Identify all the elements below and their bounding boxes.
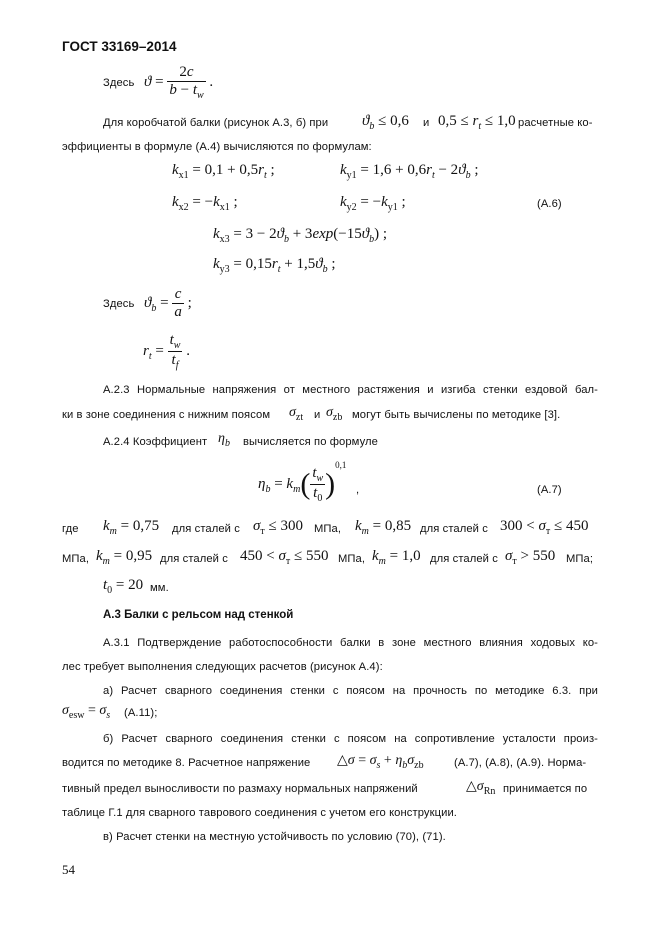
text-coeffs: эффициенты в формуле (А.4) вычисляются по формулам: — [62, 141, 372, 153]
formula-km-085: $k_m = 0,85$ — [355, 518, 412, 537]
text-steel-2: для сталей с — [420, 523, 488, 535]
paragraph-a23-line1: А.2.3 Нормальные напряжения от местного растяжения и изгиба стенки ездовой бал- — [103, 384, 598, 396]
formula-theta-b: $ϑ_b$ = $\frac{c}{a}$ ; — [144, 286, 192, 320]
formula-rt: $r_t$ = $\frac{t_w}{t_f}$ . — [143, 332, 190, 371]
formula-eta-b: $\eta_b$ — [218, 431, 230, 449]
paragraph-b-line1: б) Расчет сварного соединения стенки с поясом на сопротивление усталости произ- — [103, 733, 598, 745]
formula-theta: ϑ = $\frac{2c}{b - t_w}$ . — [144, 64, 214, 101]
formula-km-095: $k_m = 0,95$ — [96, 548, 153, 567]
paragraph-b-line2-part1: водится по методике 8. Расчетное напряжение — [62, 757, 311, 769]
formula-ky1: $k_{y1} = 1,6 + 0,6r_t - 2ϑ_b$ ; — [340, 162, 479, 181]
text-mm: мм. — [150, 582, 169, 594]
text-box-beam: Для коробчатой балки (рисунок А.3, б) при — [103, 117, 329, 129]
text-gde: где — [62, 523, 79, 535]
paragraph-a23-line2-part1: ки в зоне соединения с нижним поясом — [62, 409, 271, 421]
formula-cond-450-550: $450 < \sigma_т \le 550$ — [240, 548, 329, 567]
formula-kx3: $k_{x3} = 3 - 2ϑ_b + 3\exp(-15ϑ_b)$ ; — [213, 226, 388, 245]
equation-number-a6: (А.6) — [537, 198, 562, 210]
formula-sigma-esw: $\sigma_{esw} = \sigma_s$ — [62, 703, 111, 721]
paragraph-a31-line2: лес требует выполнения следующих расчетов (рисунок А.4): — [62, 661, 383, 673]
equation-number-a7: (А.7) — [537, 484, 562, 496]
formula-delta-sigma-rn: $\triangle\sigma_{Rn}$ — [466, 779, 496, 797]
text-and-1: и — [423, 117, 430, 129]
formula-sigma-zt: $\sigma_{zt}$ — [289, 405, 304, 423]
paragraph-v: в) Расчет стенки на местную устойчивость по условию (70), (71). — [103, 831, 446, 843]
formula-sigma-zb: $\sigma_{zb}$ — [326, 405, 343, 423]
section-heading-a3: А.3 Балки с рельсом над стенкой — [103, 609, 294, 621]
paragraph-a-line2: (А.11); — [124, 707, 158, 719]
formula-t0: $t_0 = 20$ — [103, 577, 144, 596]
text-raschetnye: расчетные ко- — [518, 117, 593, 129]
paragraph-a23-line2-part3: могут быть вычислены по методике [3]. — [352, 409, 561, 421]
formula-ky2: $k_{y2} = -k_{y1}$ ; — [340, 194, 406, 213]
paragraph-a24-part1: А.2.4 Коэффициент — [103, 436, 208, 448]
formula-km-10: $k_m = 1,0$ — [372, 548, 421, 567]
document-title: ГОСТ 33169–2014 — [62, 39, 177, 54]
formula-kx1: $k_{x1} = 0,1 + 0,5r_t$ ; — [172, 162, 275, 181]
formula-a7: $\eta_b = k_m$( $\frac{t_w}{t_0}$ )$^{0,1}$ — [258, 460, 347, 505]
paragraph-a-line1: а) Расчет сварного соединения стенки с поясом на прочность по методике 6.3. при — [103, 685, 598, 697]
paragraph-a24-part2: вычисляется по формуле — [243, 436, 379, 448]
page-number: 54 — [62, 862, 75, 877]
paragraph-a31-line1: А.3.1 Подтверждение работоспособности балки в зоне местного влияния ходовых ко- — [103, 637, 598, 649]
formula-kx2: $k_{x2} = -k_{x1}$ ; — [172, 194, 238, 213]
formula-km-075: $k_m = 0,75$ — [103, 518, 160, 537]
paragraph-b-line2-part3: (А.7), (А.8), (А.9). Норма- — [454, 757, 587, 769]
text-mpa-2: МПа, — [62, 553, 90, 565]
paragraph-b-line4: таблице Г.1 для сварного таврового соединения с учетом его конструкции. — [62, 807, 458, 819]
formula-delta-sigma: △σ = $\sigma_s + \eta_b\sigma_{zb}$ — [337, 753, 424, 771]
formula-ky3: $k_{y3} = 0,15r_t + 1,5ϑ_b$ ; — [213, 256, 336, 275]
formula-cond-rt: $0,5 \le r_t \le 1,0$ — [438, 113, 516, 132]
formula-a7-comma: , — [356, 484, 360, 496]
formula-cond-300: $\sigma_т \le 300$ — [253, 518, 304, 537]
formula-cond-theta: $ϑ_b \le 0,6$ — [362, 113, 409, 132]
text-zdes-2: Здесь — [103, 298, 135, 310]
paragraph-a23-line2-and: и — [314, 409, 321, 421]
paragraph-b-line3-part1: тивный предел выносливости по размаху нормальных напряжений — [62, 783, 418, 795]
text-steel-4: для сталей с — [430, 553, 498, 565]
text-zdes-1: Здесь — [103, 77, 135, 89]
text-mpa-end: МПа; — [566, 553, 594, 565]
formula-cond-300-450: $300 < \sigma_т \le 450$ — [500, 518, 589, 537]
formula-cond-550: $\sigma_т > 550$ — [505, 548, 556, 567]
text-mpa-3: МПа, — [338, 553, 366, 565]
text-steel-1: для сталей с — [172, 523, 240, 535]
text-mpa-1: МПа, — [314, 523, 342, 535]
text-steel-3: для сталей с — [160, 553, 228, 565]
paragraph-b-line3-part2: принимается по — [503, 783, 588, 795]
